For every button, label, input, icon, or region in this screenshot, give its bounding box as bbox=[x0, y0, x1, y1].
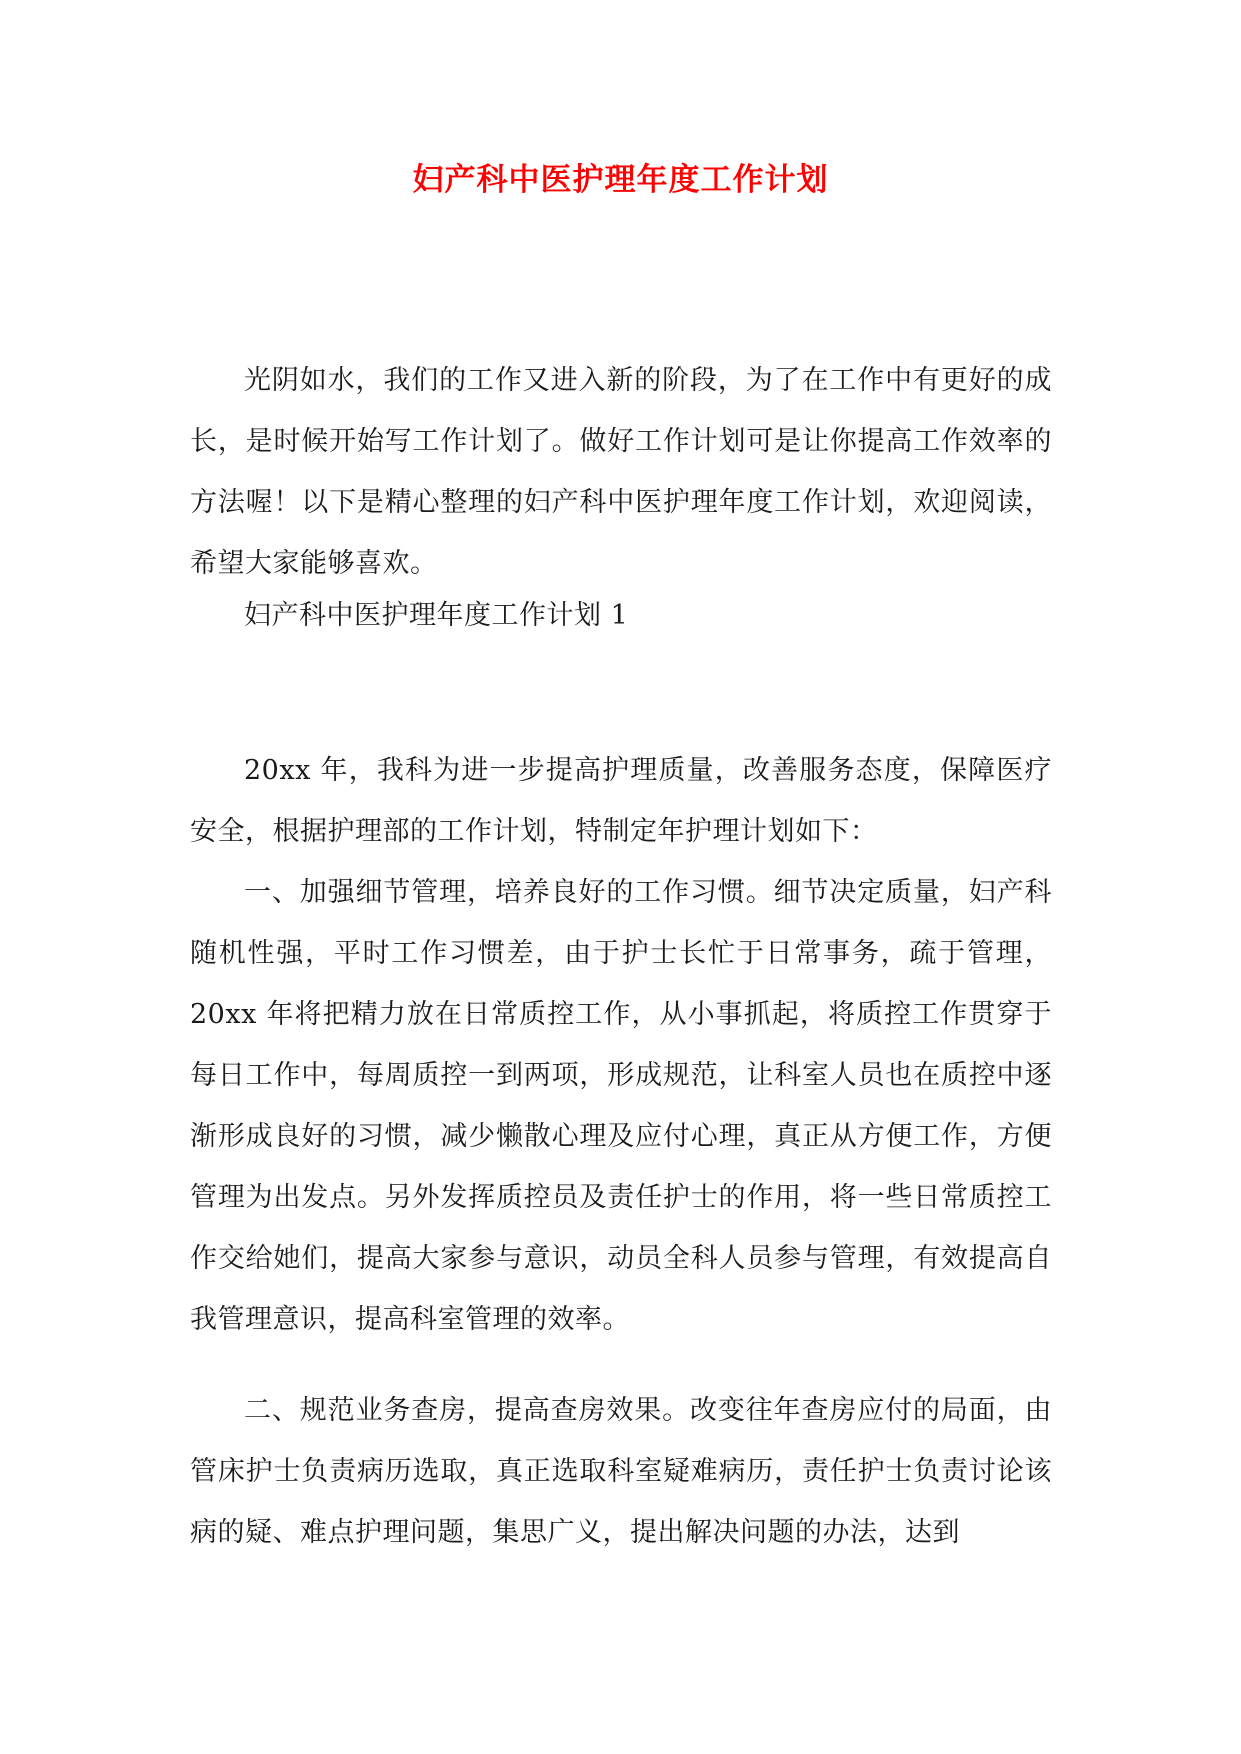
body-paragraph: 20xx 年，我科为进一步提高护理质量，改善服务态度，保障医疗安全，根据护理部的工作计划，特制定年护理计划如下： bbox=[190, 755, 1052, 847]
body-paragraph: 二、规范业务查房，提高查房效果。改变往年查房应付的局面，由管床护士负责病历选取，真正选取科室疑难病历，责任护士负责讨论该病的疑、难点护理问题，集思广义，提出解决问题的办法，达到 bbox=[190, 1395, 1052, 1548]
section-subtitle: 妇产科中医护理年度工作计划 1 bbox=[244, 600, 629, 631]
body-paragraph: 一、加强细节管理，培养良好的工作习惯。细节决定质量，妇产科随机性强，平时工作习惯差，由于护士长忙于日常事务，疏于管理，20xx 年将把精力放在日常质控工作，从小事抓起，将质控工作贯穿于每日工作中，每周质控一到两项，形成规范，让科室人员也在质控中逐渐形成良好的习惯，减少懒散心理及应付心理，真正从方便工作，方便管理为出发点。另外发挥质控员及责任护士的作用，将一些日常质控工作交给她们，提高大家参与意识，动员全科人员参与管理，有效提高自我管理意识，提高科室管理的效率。 bbox=[190, 877, 1052, 1335]
intro-paragraph: 光阴如水，我们的工作又进入新的阶段，为了在工作中有更好的成长，是时候开始写工作计划了。做好工作计划可是让你提高工作效率的方法喔！以下是精心整理的妇产科中医护理年度工作计划，欢迎阅读，希望大家能够喜欢。 bbox=[190, 365, 1052, 579]
document-title: 妇产科中医护理年度工作计划 bbox=[412, 162, 829, 198]
